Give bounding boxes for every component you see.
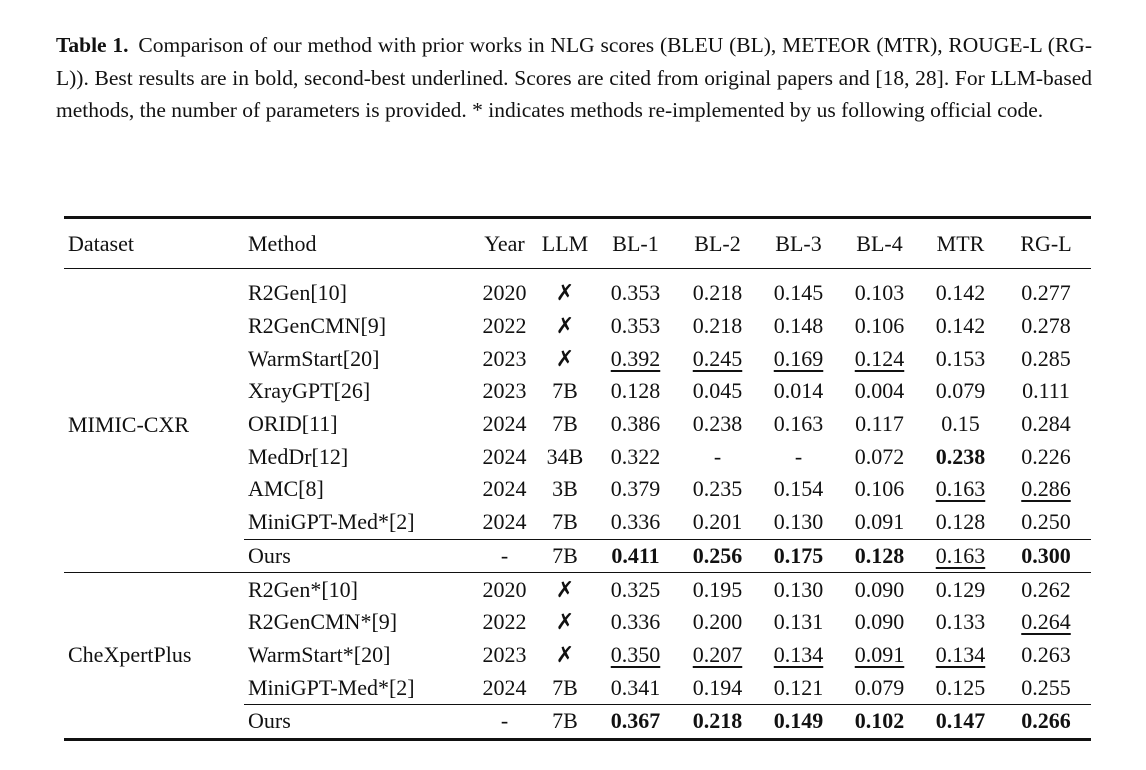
- score-cell-bl4: 0.102: [839, 704, 920, 739]
- year-cell: 2020: [482, 576, 527, 602]
- llm-cell: 7B: [552, 411, 578, 437]
- score-cell-bl2: 0.218: [692, 313, 743, 339]
- score-cell-bl3: 0.154: [773, 476, 824, 502]
- score-cell-mtr: 0.142: [935, 313, 986, 339]
- year-cell: 2024: [482, 443, 527, 469]
- header-year: Year: [484, 230, 525, 256]
- score-cell-bl3: 0.163: [773, 411, 824, 437]
- score-cell-bl1: 0.379: [610, 476, 661, 502]
- score-cell-bl4: 0.091: [854, 509, 905, 535]
- score-cell-bl2: 0.235: [692, 476, 743, 502]
- header-rgl: RG-L: [1020, 230, 1072, 256]
- year-cell: 2024: [482, 509, 527, 535]
- results-table: [64, 216, 1091, 741]
- header-bl3: BL-3: [775, 230, 822, 256]
- year-cell: 2023: [482, 641, 527, 667]
- score-cell-mtr: 0.129: [935, 576, 986, 602]
- header-mtr: MTR: [936, 230, 985, 256]
- score-cell-rgl: 0.263: [1021, 641, 1071, 667]
- score-cell-mtr: 0.163: [920, 539, 1001, 573]
- score-cell-rgl: 0.262: [1021, 576, 1071, 602]
- method-cell: R2Gen*[10]: [248, 576, 358, 602]
- score-cell-bl3: 0.131: [773, 609, 824, 635]
- score-cell-mtr: 0.238: [935, 443, 986, 469]
- score-cell-rgl: 0.226: [1021, 443, 1071, 469]
- score-cell-bl2: 0.200: [692, 609, 743, 635]
- score-cell-bl4: 0.091: [854, 641, 905, 667]
- score-cell-bl1: 0.353: [610, 313, 661, 339]
- header-bl1: BL-1: [612, 230, 659, 256]
- score-cell-bl1: 0.322: [610, 443, 661, 469]
- score-cell-mtr: 0.163: [935, 476, 986, 502]
- score-cell-bl1: 0.336: [610, 609, 661, 635]
- llm-cell: ✗: [555, 576, 575, 602]
- year-cell: -: [473, 539, 536, 573]
- method-cell: WarmStart[20]: [248, 345, 380, 371]
- score-cell-mtr: 0.15: [941, 411, 980, 437]
- score-cell-bl1: 0.386: [610, 411, 661, 437]
- score-cell-mtr: 0.125: [935, 674, 986, 700]
- score-cell-rgl: 0.285: [1021, 345, 1071, 371]
- llm-cell: ✗: [555, 609, 575, 635]
- score-cell-bl3: 0.130: [773, 576, 824, 602]
- score-cell-rgl: 0.278: [1021, 313, 1071, 339]
- table-body: [64, 269, 1091, 740]
- score-cell-rgl: 0.277: [1021, 280, 1071, 306]
- score-cell-bl4: 0.124: [854, 345, 905, 371]
- header-bl4: BL-4: [856, 230, 903, 256]
- llm-cell: 34B: [546, 443, 584, 469]
- dataset-cell: MIMIC-CXR: [68, 411, 190, 437]
- score-cell-bl4: 0.072: [854, 443, 905, 469]
- method-cell: WarmStart*[20]: [248, 641, 391, 667]
- score-cell-bl1: 0.350: [610, 641, 661, 667]
- score-cell-bl2: -: [713, 443, 722, 469]
- header-llm: LLM: [541, 230, 589, 256]
- table-caption: [56, 29, 1092, 127]
- score-cell-mtr: 0.079: [935, 378, 986, 404]
- score-cell-bl4: 0.004: [854, 378, 905, 404]
- table-row: [64, 573, 1091, 606]
- score-cell-bl2: 0.218: [692, 280, 743, 306]
- score-cell-bl4: 0.090: [854, 576, 905, 602]
- score-cell-bl4: 0.090: [854, 609, 905, 635]
- score-cell-bl3: 0.175: [758, 539, 839, 573]
- method-cell: Ours: [244, 539, 473, 573]
- method-cell: MiniGPT-Med*[2]: [248, 509, 415, 535]
- llm-cell: 7B: [552, 509, 578, 535]
- score-cell-bl3: 0.014: [773, 378, 824, 404]
- year-cell: 2023: [482, 345, 527, 371]
- header-dataset: Dataset: [68, 230, 134, 256]
- method-cell: XrayGPT[26]: [248, 378, 371, 404]
- header-bl2: BL-2: [694, 230, 741, 256]
- score-cell-bl1: 0.341: [610, 674, 661, 700]
- score-cell-bl2: 0.207: [692, 641, 743, 667]
- score-cell-bl1: 0.128: [610, 378, 661, 404]
- method-cell: MedDr[12]: [248, 443, 349, 469]
- score-cell-bl4: 0.079: [854, 674, 905, 700]
- year-cell: -: [473, 704, 536, 739]
- score-cell-mtr: 0.142: [935, 280, 986, 306]
- year-cell: 2024: [482, 674, 527, 700]
- score-cell-bl4: 0.106: [854, 476, 905, 502]
- llm-cell: ✗: [555, 280, 575, 306]
- score-cell-rgl: 0.284: [1021, 411, 1071, 437]
- score-cell-bl1: 0.411: [594, 539, 677, 573]
- score-cell-bl4: 0.117: [855, 411, 904, 437]
- method-cell: Ours: [244, 704, 473, 739]
- score-cell-bl1: 0.353: [610, 280, 661, 306]
- year-cell: 2020: [482, 280, 527, 306]
- header-method: Method: [248, 230, 317, 256]
- score-cell-bl2: 0.194: [692, 674, 743, 700]
- score-cell-bl3: 0.149: [758, 704, 839, 739]
- score-cell-bl1: 0.336: [610, 509, 661, 535]
- score-cell-bl2: 0.238: [692, 411, 743, 437]
- score-cell-rgl: 0.286: [1021, 476, 1071, 502]
- score-cell-rgl: 0.264: [1021, 609, 1071, 635]
- caption-label: Table 1.: [56, 33, 129, 57]
- score-cell-mtr: 0.134: [935, 641, 986, 667]
- score-cell-bl4: 0.103: [854, 280, 905, 306]
- dataset-cell: CheXpertPlus: [68, 642, 192, 668]
- score-cell-bl3: 0.134: [773, 641, 824, 667]
- score-cell-mtr: 0.133: [935, 609, 986, 635]
- llm-cell: 7B: [552, 378, 578, 404]
- score-cell-bl4: 0.128: [839, 539, 920, 573]
- llm-cell: 7B: [552, 674, 578, 700]
- llm-cell: 7B: [536, 704, 594, 739]
- llm-cell: 7B: [536, 539, 594, 573]
- score-cell-bl3: 0.145: [773, 280, 824, 306]
- score-cell-rgl: 0.300: [1001, 539, 1091, 573]
- score-cell-bl2: 0.195: [692, 576, 743, 602]
- score-cell-mtr: 0.153: [935, 345, 986, 371]
- method-cell: MiniGPT-Med*[2]: [248, 674, 415, 700]
- score-cell-bl3: 0.169: [773, 345, 824, 371]
- year-cell: 2024: [482, 476, 527, 502]
- method-cell: R2GenCMN*[9]: [248, 609, 398, 635]
- score-cell-rgl: 0.250: [1021, 509, 1071, 535]
- score-cell-rgl: 0.111: [1022, 378, 1070, 404]
- score-cell-bl2: 0.256: [677, 539, 758, 573]
- score-cell-bl2: 0.245: [692, 345, 743, 371]
- results-table-wrapper: [64, 216, 1091, 741]
- table-row: [64, 269, 1091, 310]
- score-cell-bl1: 0.325: [610, 576, 661, 602]
- score-cell-bl1: 0.367: [594, 704, 677, 739]
- score-cell-bl3: 0.121: [773, 674, 824, 700]
- score-cell-rgl: 0.266: [1001, 704, 1091, 739]
- llm-cell: ✗: [555, 641, 575, 667]
- score-cell-mtr: 0.128: [935, 509, 986, 535]
- score-cell-mtr: 0.147: [920, 704, 1001, 739]
- score-cell-bl2: 0.201: [692, 509, 743, 535]
- llm-cell: 3B: [552, 476, 578, 502]
- score-cell-bl3: 0.148: [773, 313, 824, 339]
- year-cell: 2022: [482, 609, 527, 635]
- score-cell-bl2: 0.218: [677, 704, 758, 739]
- year-cell: 2024: [482, 411, 527, 437]
- year-cell: 2022: [482, 313, 527, 339]
- year-cell: 2023: [482, 378, 527, 404]
- method-cell: AMC[8]: [248, 476, 324, 502]
- llm-cell: ✗: [555, 345, 575, 371]
- method-cell: ORID[11]: [248, 411, 338, 437]
- score-cell-bl1: 0.392: [610, 345, 661, 371]
- score-cell-bl2: 0.045: [692, 378, 743, 404]
- method-cell: R2Gen[10]: [248, 280, 347, 306]
- score-cell-bl3: -: [794, 443, 803, 469]
- score-cell-bl4: 0.106: [854, 313, 905, 339]
- caption-text: Comparison of our method with prior works in NLG scores (BLEU (BL), METEOR (MTR), ROUGE-L (RG-L)). Best results are in bold, second-best underlined. Scores are cited from original papers and [18, 28]. For LLM-based methods, the number of parameters is provided. * indicates methods re-implemented by us following official code.: [56, 33, 1092, 123]
- score-cell-bl3: 0.130: [773, 509, 824, 535]
- score-cell-rgl: 0.255: [1021, 674, 1071, 700]
- method-cell: R2GenCMN[9]: [248, 313, 387, 339]
- header-row: [64, 218, 1091, 269]
- llm-cell: ✗: [555, 313, 575, 339]
